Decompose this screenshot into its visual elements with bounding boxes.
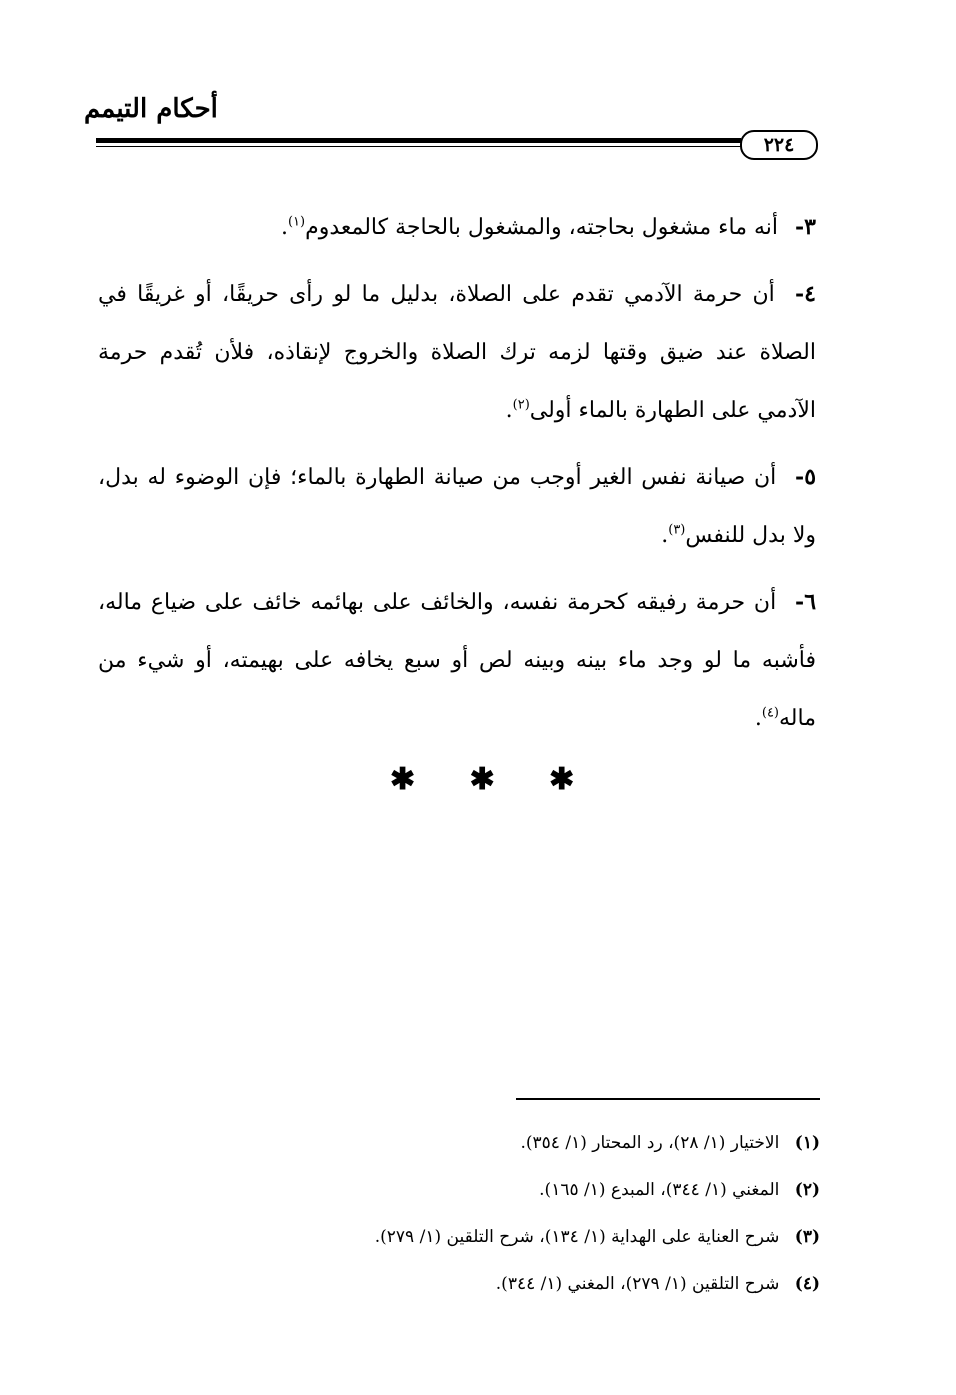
footnote-ref-3: (٣) xyxy=(668,522,686,538)
paragraph-number: ٣- xyxy=(795,214,816,240)
footnote-text: شرح العناية على الهداية (١/ ١٣٤)، شرح التلقين (١/ ٢٧٩). xyxy=(374,1227,780,1247)
paragraph-number: ٦- xyxy=(795,589,817,615)
main-text xyxy=(98,198,816,756)
footnote-ref-1: (١) xyxy=(287,214,306,230)
paragraph-number: ٤- xyxy=(795,281,816,307)
paragraph-text: أن حرمة الآدمي تقدم على الصلاة، بدليل ما لو رأى حريقًا، أو غريقًا في الصلاة عند ضيق وقتها لزمه ترك الصلاة والخروج لإنقاذه، فلأن تُقدم حرمة الآدمي على الطهارة بالماء أولى xyxy=(98,282,816,423)
footnote-number: (٢) xyxy=(794,1180,820,1200)
section-separator: ✱ ✱ ✱ xyxy=(390,762,597,797)
header-rule-thin xyxy=(96,146,741,147)
chapter-title: أحكام التيمم xyxy=(84,94,218,124)
paragraph-3 xyxy=(98,198,816,257)
footnotes xyxy=(300,1120,820,1308)
footnote-3 xyxy=(300,1214,820,1261)
paragraph-5 xyxy=(98,448,816,565)
paragraph-6 xyxy=(98,573,816,748)
paragraph-text: أن حرمة رفيقه كحرمة نفسه، والخائف على بهائمه خائف على ضياع ماله، فأشبه ما لو وجد ماء بينه وبينه لص أو سبع يخافه على بهيمته، أو شيء من ماله xyxy=(98,590,816,731)
footnote-2 xyxy=(300,1167,820,1214)
footnote-1 xyxy=(300,1120,820,1167)
footnote-4 xyxy=(300,1261,820,1308)
page-number: ٢٢٤ xyxy=(740,130,818,160)
paragraph-4 xyxy=(98,265,816,440)
paragraph-end: . xyxy=(505,398,513,423)
footnote-divider xyxy=(516,1098,820,1100)
footnote-number: (٣) xyxy=(794,1227,820,1247)
header-rule xyxy=(96,138,741,147)
paragraph-end: . xyxy=(661,523,669,548)
header-rule-thick xyxy=(96,138,741,143)
footnote-text: شرح التلقين (١/ ٢٧٩)، المغني (١/ ٣٤٤). xyxy=(495,1274,780,1294)
paragraph-end: . xyxy=(754,706,762,731)
paragraph-end: . xyxy=(280,215,288,240)
paragraph-text: أن صيانة نفس الغير أوجب من صيانة الطهارة بالماء؛ فإن الوضوء له بدل، ولا بدل للنفس xyxy=(98,465,816,548)
footnote-ref-2: (٢) xyxy=(512,397,530,413)
footnote-number: (٤) xyxy=(794,1274,820,1294)
footnote-text: الاختيار (١/ ٢٨)، رد المحتار (١/ ٣٥٤). xyxy=(520,1133,780,1153)
footnote-ref-4: (٤) xyxy=(761,705,779,721)
footnote-text: المغني (١/ ٣٤٤)، المبدع (١/ ١٦٥). xyxy=(539,1180,780,1200)
paragraph-text: أنه ماء مشغول بحاجته، والمشغول بالحاجة كالمعدوم xyxy=(305,215,779,240)
footnote-number: (١) xyxy=(794,1133,820,1153)
paragraph-number: ٥- xyxy=(795,464,817,490)
